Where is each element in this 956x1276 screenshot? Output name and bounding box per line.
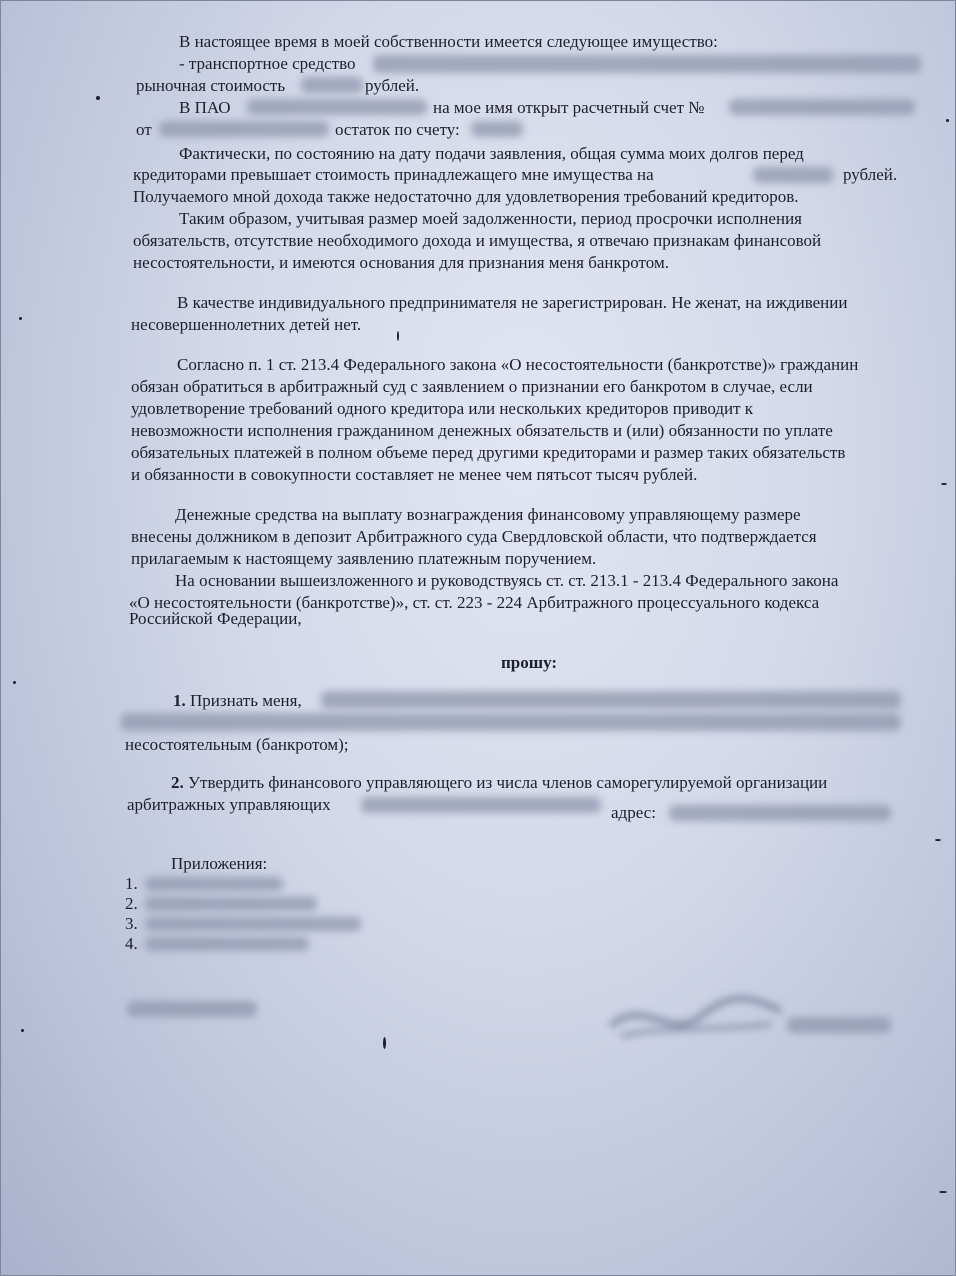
text-line: Денежные средства на выплату вознаграждения финансовому управляющему размере bbox=[175, 505, 801, 524]
text-line: прилагаемым к настоящему заявлению платежным поручением. bbox=[131, 549, 597, 568]
text-line: Получаемого мной дохода также недостаточно для удовлетворения требований кредиторов. bbox=[133, 187, 799, 206]
redacted-account bbox=[729, 99, 915, 115]
text-line: рублей. bbox=[843, 165, 898, 184]
dust-speck bbox=[939, 1191, 947, 1193]
redacted-bank bbox=[247, 99, 427, 115]
text-line: адрес: bbox=[611, 803, 656, 822]
redacted-sro bbox=[361, 797, 601, 813]
redacted-date bbox=[159, 121, 329, 137]
redacted-attachment bbox=[145, 897, 317, 911]
dust-speck bbox=[21, 1029, 24, 1032]
text-line: обязательных платежей в полном объеме перед другими кредиторами и размер таких обязательств bbox=[131, 443, 846, 462]
text-line: несостоятельности, и имеются основания для признания меня банкротом. bbox=[133, 253, 669, 272]
text-line: Согласно п. 1 ст. 213.4 Федерального закона «О несостоятельности (банкротстве)» гражданин bbox=[177, 355, 859, 374]
text-line: от bbox=[136, 120, 152, 139]
text-line: На основании вышеизложенного и руководствуясь ст. ст. 213.1 - 213.4 Федерального закона bbox=[175, 571, 839, 590]
redacted-attachment bbox=[145, 917, 361, 931]
redacted-amount bbox=[301, 77, 363, 93]
redacted-signature-icon bbox=[601, 986, 791, 1046]
text-line: Таким образом, учитывая размер моей задолженности, период просрочки исполнения bbox=[179, 209, 802, 228]
redacted-name bbox=[321, 691, 901, 709]
attachments-title: Приложения: bbox=[171, 854, 268, 873]
text-line: и обязанности в совокупности составляет не менее чем пятьсот тысяч рублей. bbox=[131, 465, 698, 484]
text-line: В ПАО bbox=[179, 98, 231, 117]
dust-speck bbox=[19, 317, 22, 320]
redacted-date bbox=[127, 1001, 257, 1017]
text-line: несовершеннолетних детей нет. bbox=[131, 315, 362, 334]
text-line: «О несостоятельности (банкротстве)», ст. ст. 223 - 224 Арбитражного процессуального кодекса bbox=[129, 593, 820, 612]
attachment-number: 4. bbox=[125, 934, 138, 953]
dust-speck bbox=[946, 119, 949, 122]
text-line: обязан обратиться в арбитражный суд с заявлением о признании его банкротом в случае, если bbox=[131, 377, 813, 396]
redacted-address bbox=[669, 805, 891, 821]
text-line: внесены должником в депозит Арбитражного суда Свердловской области, что подтверждается bbox=[131, 527, 817, 546]
redacted-attachment bbox=[145, 877, 283, 891]
dust-speck bbox=[383, 1037, 386, 1049]
text-line: несостоятельным (банкротом); bbox=[125, 735, 349, 754]
redacted-attachment bbox=[145, 937, 309, 951]
text-line: Фактически, по состоянию на дату подачи заявления, общая сумма моих долгов перед bbox=[179, 144, 804, 163]
text-line: - транспортное средство bbox=[179, 54, 356, 73]
text-line: рыночная стоимость bbox=[136, 76, 286, 95]
text-line: невозможности исполнения гражданином денежных обязательств и (или) обязанности по уплате bbox=[131, 421, 833, 440]
item-2: 2. Утвердить финансового управляющего из числа членов саморегулируемой организации bbox=[171, 773, 828, 792]
text-line: арбитражных управляющих bbox=[127, 795, 331, 814]
redacted-signature-name bbox=[787, 1017, 891, 1033]
text-line: В настоящее время в моей собственности имеется следующее имущество: bbox=[179, 32, 718, 51]
redacted-amount bbox=[753, 167, 833, 183]
text-line: на мое имя открыт расчетный счет № bbox=[433, 98, 705, 117]
dust-speck bbox=[397, 331, 399, 341]
redacted-balance bbox=[471, 121, 523, 137]
dust-speck bbox=[96, 96, 100, 100]
text-line: удовлетворение требований одного кредитора или нескольких кредиторов приводит к bbox=[131, 399, 754, 418]
dust-speck bbox=[941, 483, 947, 485]
text-line: обязательств, отсутствие необходимого дохода и имущества, я отвечаю признакам финансовой bbox=[133, 231, 822, 250]
text-line: рублей. bbox=[365, 76, 420, 95]
text-line: Российской Федерации, bbox=[129, 609, 302, 628]
text-line: В качестве индивидуального предпринимателя не зарегистрирован. Не женат, на иждивении bbox=[177, 293, 848, 312]
request-heading: прошу: bbox=[501, 653, 558, 672]
text-line: кредиторами превышает стоимость принадлежащего мне имущества на bbox=[133, 165, 654, 184]
attachment-number: 2. bbox=[125, 894, 138, 913]
dust-speck bbox=[13, 681, 16, 684]
text-line: остаток по счету: bbox=[335, 120, 460, 139]
redacted-vehicle bbox=[373, 55, 921, 73]
attachment-number: 1. bbox=[125, 874, 138, 893]
dust-speck bbox=[935, 839, 941, 841]
redacted-details bbox=[121, 713, 901, 731]
item-1: 1. Признать меня, bbox=[173, 691, 302, 710]
attachment-number: 3. bbox=[125, 914, 138, 933]
